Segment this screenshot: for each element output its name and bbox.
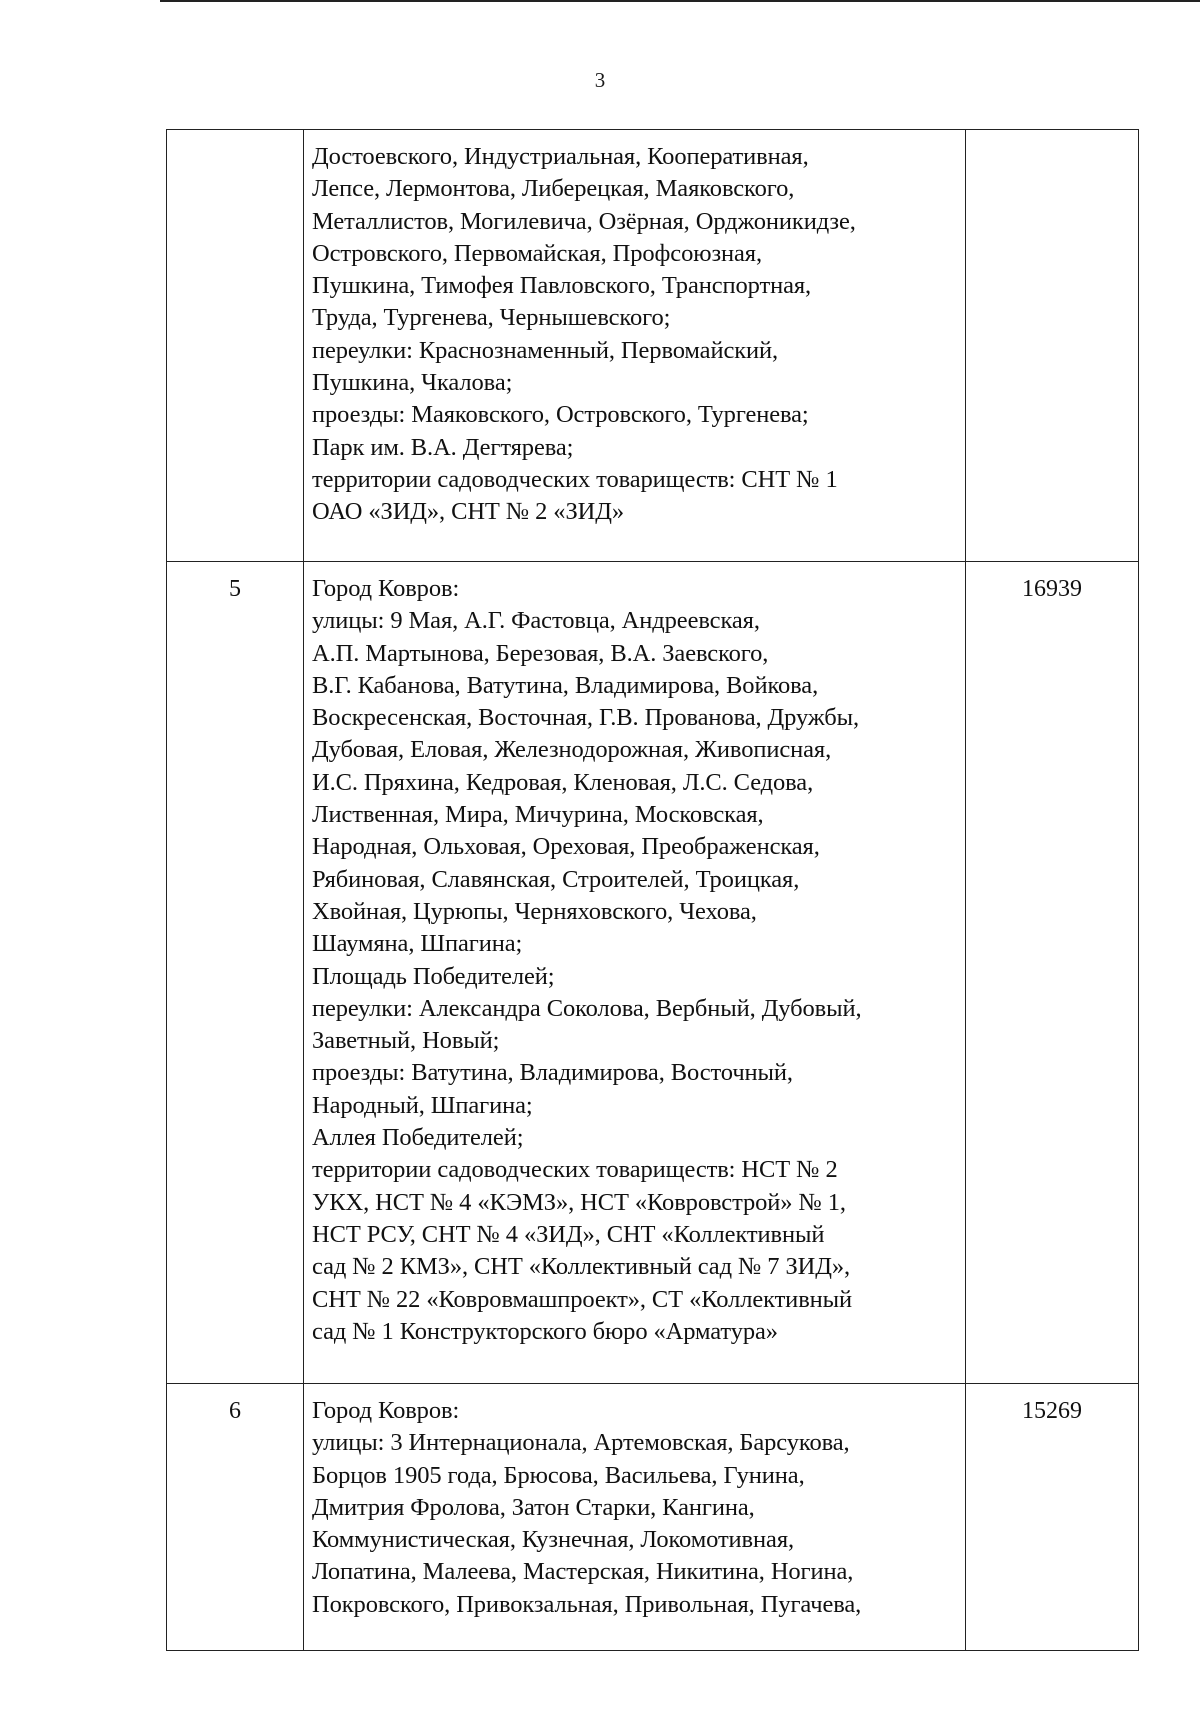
description-line: А.П. Мартынова, Березовая, В.А. Заевского,	[312, 639, 769, 667]
description-line: И.С. Пряхина, Кедровая, Кленовая, Л.С. Седова,	[312, 768, 814, 796]
description-line: В.Г. Кабанова, Ватутина, Владимирова, Войкова,	[312, 671, 819, 699]
description-line: территории садоводческих товариществ: СНТ № 1	[312, 465, 838, 493]
description-line: Аллея Победителей;	[312, 1124, 524, 1152]
description-line: Дмитрия Фролова, Затон Старки, Кангина,	[312, 1493, 755, 1521]
description-line: Площадь Победителей;	[312, 962, 555, 990]
description-line: улицы: 3 Интернационала, Артемовская, Барсукова,	[312, 1429, 850, 1457]
page-number: 3	[594, 68, 606, 92]
row-number: 6	[167, 1384, 304, 1651]
description-line: Пушкина, Чкалова;	[312, 369, 513, 397]
description-line: Воскресенская, Восточная, Г.В. Прованова, Дружбы,	[312, 704, 860, 732]
top-rule	[160, 0, 1200, 2]
description-line: проезды: Ватутина, Владимирова, Восточный,	[312, 1059, 793, 1087]
description-line: Дубовая, Еловая, Железнодорожная, Живописная,	[312, 736, 832, 764]
description-line: проезды: Маяковского, Островского, Тургенева;	[312, 401, 809, 429]
description-line: УКХ, НСТ № 4 «КЭМЗ», НСТ «Ковровстрой» № 1,	[312, 1188, 846, 1216]
description-line: Народный, Шпагина;	[312, 1091, 533, 1119]
table-row	[167, 1384, 1139, 1651]
description-line: переулки: Александра Соколова, Вербный, Дубовый,	[312, 994, 862, 1022]
row-number: 5	[167, 562, 304, 1384]
districts-table	[166, 129, 1139, 1651]
description-line: Труда, Тургенева, Чернышевского;	[312, 304, 671, 332]
description-line: Город Ковров:	[312, 575, 460, 602]
description-line: Лепсе, Лермонтова, Либерецкая, Маяковского,	[312, 175, 795, 203]
voter-count	[966, 130, 1139, 562]
description-line: Народная, Ольховая, Ореховая, Преображенская,	[312, 833, 820, 861]
description-line: Город Ковров:	[312, 1397, 460, 1424]
table-row	[167, 562, 1139, 1384]
voter-count: 16939	[966, 562, 1139, 1384]
row-description	[304, 1384, 966, 1651]
description-line: ОАО «ЗИД», СНТ № 2 «ЗИД»	[312, 498, 624, 526]
row-description	[304, 130, 966, 562]
table-row	[167, 130, 1139, 562]
row-number	[167, 130, 304, 562]
description-line: Островского, Первомайская, Профсоюзная,	[312, 239, 762, 267]
description-line: Шаумяна, Шпагина;	[312, 930, 523, 958]
description-line: Пушкина, Тимофея Павловского, Транспортная,	[312, 272, 812, 300]
description-line: Коммунистическая, Кузнечная, Локомотивная,	[312, 1526, 795, 1554]
description-line: сад № 1 Конструкторского бюро «Арматура»	[312, 1317, 778, 1345]
description-line: Борцов 1905 года, Брюсова, Васильева, Гунина,	[312, 1461, 805, 1489]
description-line: улицы: 9 Мая, А.Г. Фастовца, Андреевская,	[312, 607, 760, 635]
description-line: Лиственная, Мира, Мичурина, Московская,	[312, 801, 764, 829]
row-description	[304, 562, 966, 1384]
description-line: Парк им. В.А. Дегтярева;	[312, 433, 574, 461]
description-line: территории садоводческих товариществ: НСТ № 2	[312, 1156, 838, 1184]
description-line: Рябиновая, Славянская, Строителей, Троицкая,	[312, 865, 800, 893]
voter-count: 15269	[966, 1384, 1139, 1651]
description-line: Покровского, Привокзальная, Привольная, Пугачева,	[312, 1590, 862, 1618]
description-line: НСТ РСУ, СНТ № 4 «ЗИД», СНТ «Коллективный	[312, 1220, 825, 1248]
description-line: сад № 2 КМЗ», СНТ «Коллективный сад № 7 ЗИД»,	[312, 1253, 851, 1281]
description-line: Хвойная, Цурюпы, Черняховского, Чехова,	[312, 897, 757, 925]
description-line: Лопатина, Малеева, Мастерская, Никитина, Ногина,	[312, 1558, 854, 1586]
description-line: Достоевского, Индустриальная, Кооперативная,	[312, 143, 809, 170]
description-line: переулки: Краснознаменный, Первомайский,	[312, 336, 779, 364]
description-line: Заветный, Новый;	[312, 1027, 500, 1055]
description-line: Металлистов, Могилевича, Озёрная, Орджоникидзе,	[312, 207, 856, 235]
description-line: СНТ № 22 «Ковровмашпроект», СТ «Коллективный	[312, 1285, 853, 1313]
